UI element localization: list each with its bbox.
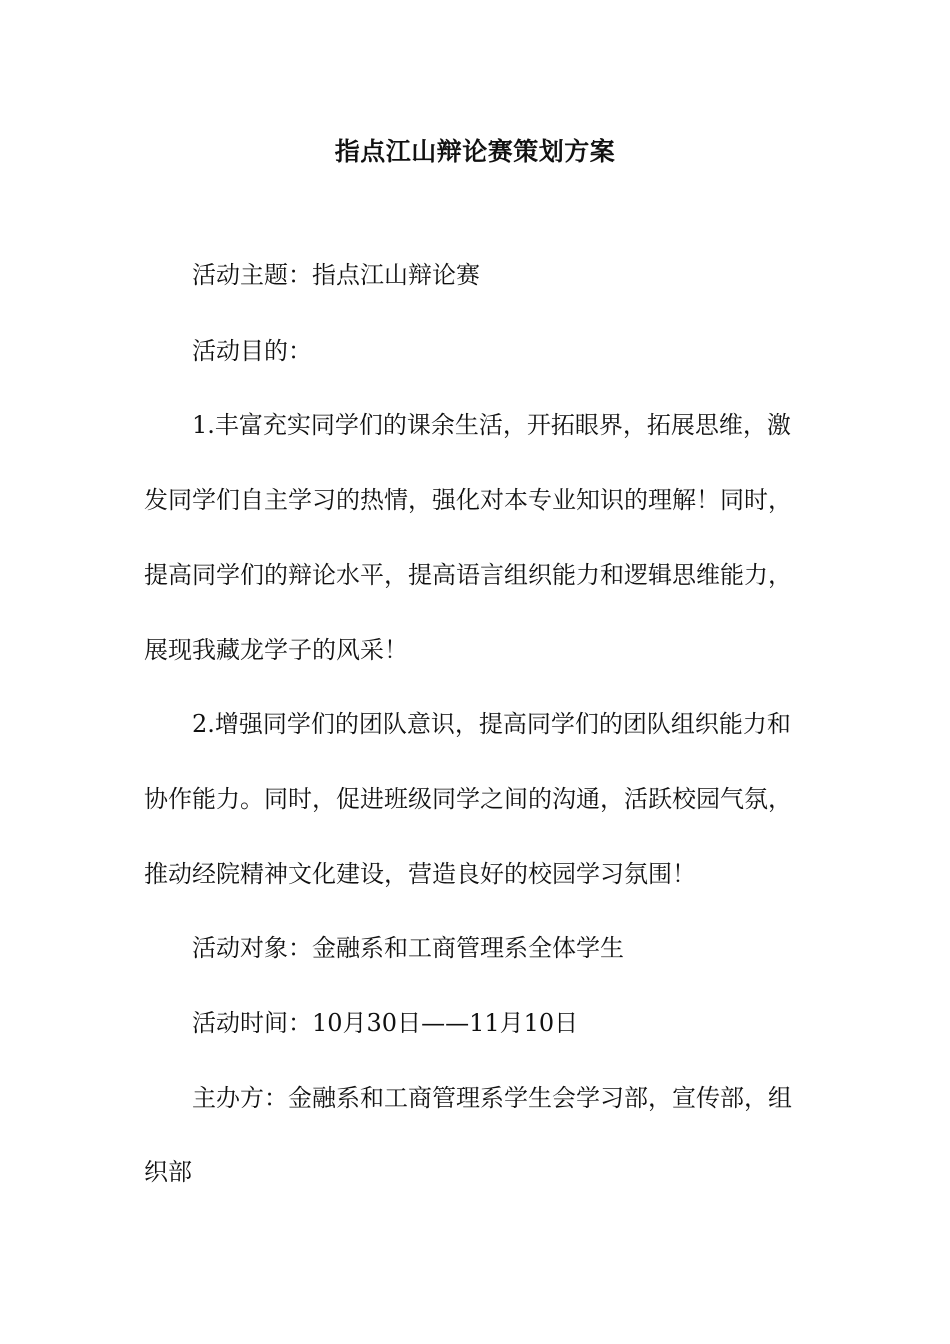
paragraph-line-audience: 活动对象：金融系和工商管理系全体学生 [192, 934, 624, 962]
paragraph-line-theme: 活动主题：指点江山辩论赛 [192, 261, 480, 289]
paragraph-line-purpose-1c: 提高同学们的辩论水平，提高语言组织能力和逻辑思维能力， [144, 561, 792, 589]
paragraph-line-purpose-2c: 推动经院精神文化建设，营造良好的校园学习氛围！ [144, 860, 696, 888]
paragraph-line-time: 活动时间：10月30日——11月10日 [192, 1009, 579, 1037]
paragraph-line-purpose-1d: 展现我藏龙学子的风采！ [144, 636, 408, 664]
paragraph-line-purpose-2b: 协作能力。同时，促进班级同学之间的沟通，活跃校园气氛， [144, 785, 792, 813]
paragraph-line-purpose-1a: 1.丰富充实同学们的课余生活，开拓眼界，拓展思维，激 [192, 411, 791, 439]
paragraph-line-organizer-b: 织部 [144, 1158, 192, 1186]
paragraph-line-purpose-2a: 2.增强同学们的团队意识，提高同学们的团队组织能力和 [192, 710, 791, 738]
paragraph-line-organizer-a: 主办方：金融系和工商管理系学生会学习部，宣传部，组 [192, 1084, 792, 1112]
document-title: 指点江山辩论赛策划方案 [334, 137, 616, 166]
paragraph-line-purpose-heading: 活动目的： [192, 337, 312, 365]
paragraph-line-purpose-1b: 发同学们自主学习的热情，强化对本专业知识的理解！同时， [144, 486, 792, 514]
